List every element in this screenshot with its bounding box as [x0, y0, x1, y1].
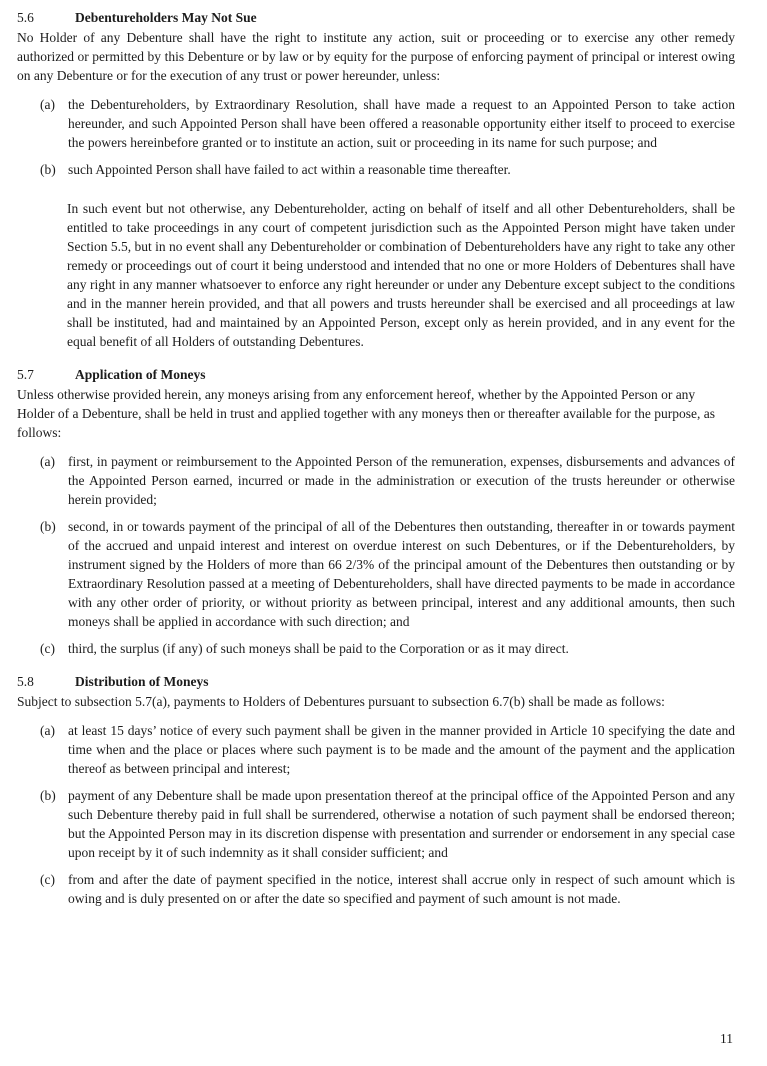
section-intro-paragraph: Unless otherwise provided herein, any moneys arising from any enforcement hereof, whether by the Appointed Person or any Holder of a Debenture, shall be held in trust and applied together with any moneys then or thereafter available for the purpose, as follows: [17, 387, 716, 440]
closing-paragraph: In such event but not otherwise, any Debentureholder, acting on behalf of itself and all other Debentureholders, shall be entitled to take proceedings in any court of competent jurisdiction such as the Appointed Person might have taken under Section 5.5, but in no event shall any Debentureholder or combination of Debentureholders have any right to take any other remedy or proceedings out of court it being understood and intended that no one or more Holders of Debentures shall have any right in any manner whatsoever to enforce any right hereunder or under any Debenture except subject to the conditions and in the manner herein provided, and that all powers and trusts hereunder shall be exercised and all proceedings at law shall be instituted, had and maintained by an Appointed Person, except only as herein provided, and in any event for the equal benefit of all Holders of outstanding Debentures. [67, 201, 735, 349]
item-text: third, the surplus (if any) of such moneys shall be paid to the Corporation or as it may direct. [68, 641, 569, 656]
item-text: at least 15 days’ notice of every such payment shall be given in the manner provided in Article 10 specifying the date and time when and the place or places where such payment is to be made and the amount of the payment and the application thereof as between principal and interest; [68, 723, 735, 776]
item-label: (c) [40, 641, 55, 656]
item-text: payment of any Debenture shall be made upon presentation thereof at the principal office of the Appointed Person and any such Debenture thereby paid in full shall be surrendered, otherwise a notation of such payment shall be endorsed thereon; but the Appointed Person may in its discretion dispense with presentation and surrender or endorsement in any special case upon receipt by it of such indemnity as it shall consider sufficient; and [68, 788, 735, 860]
item-label: (a) [40, 97, 55, 112]
item-label: (a) [40, 723, 55, 738]
section-5-8 [17, 672, 735, 908]
list-item [17, 95, 735, 152]
list-item [17, 452, 735, 509]
list-item [17, 517, 735, 631]
section-5-7 [17, 365, 735, 658]
section-number: 5.8 [17, 674, 34, 689]
list-item [17, 721, 735, 778]
item-text: first, in payment or reimbursement to the Appointed Person of the remuneration, expenses, disbursements and advances of the Appointed Person earned, incurred or made in the administration or execution of the trusts hereunder or otherwise herein provided; [68, 454, 735, 507]
list-item [17, 639, 735, 658]
item-label: (a) [40, 454, 55, 469]
section-5-6 [17, 8, 735, 351]
item-label: (c) [40, 872, 55, 887]
item-text: from and after the date of payment specified in the notice, interest shall accrue only in respect of such amount which is owing and is duly presented on or after the date so specified and payment of such amount is not made. [68, 872, 735, 906]
item-label: (b) [40, 788, 56, 803]
item-text: second, in or towards payment of the principal of all of the Debentures then outstanding, thereafter in or towards payment of the accrued and unpaid interest and interest on overdue interest on such Debentures, or if the Debentureholders, by instrument signed by the Holders of more than 66 2/3% of the principal amount of the Debentures then outstanding or by Extraordinary Resolution passed at a meeting of Debentureholders, shall have directed payments to be made in accordance with any other order of priority, or without priority as between principal, interest and any additional amounts, then such moneys shall be applied in accordance with such direction; and [68, 519, 735, 629]
section-heading [17, 672, 735, 691]
item-label: (b) [40, 519, 56, 534]
section-intro-paragraph: Subject to subsection 5.7(a), payments to Holders of Debentures pursuant to subsection 6.7(b) shall be made as follows: [17, 694, 665, 709]
list-item [17, 870, 735, 908]
section-number: 5.7 [17, 367, 34, 382]
section-intro-paragraph: No Holder of any Debenture shall have the right to institute any action, suit or proceeding or to exercise any other remedy authorized or permitted by this Debenture or by law or by equity for the purpose of enforcing payment of principal or interest owing on any Debenture or for the execution of any trust or power hereunder, unless: [17, 30, 735, 83]
section-title: Application of Moneys [75, 367, 206, 382]
item-text: the Debentureholders, by Extraordinary Resolution, shall have made a request to an Appointed Person to take action hereunder, and such Appointed Person shall have been offered a reasonable opportunity either itself to proceed to exercise the powers hereinbefore granted or to institute an action, suit or proceeding in its name for such purpose; and [68, 97, 735, 150]
section-heading [17, 8, 735, 27]
section-number: 5.6 [17, 10, 34, 25]
section-title: Debentureholders May Not Sue [75, 10, 257, 25]
section-title: Distribution of Moneys [75, 674, 209, 689]
page-number: 11 [720, 1031, 733, 1046]
section-heading [17, 365, 735, 384]
item-text: such Appointed Person shall have failed to act within a reasonable time thereafter. [68, 162, 511, 177]
item-label: (b) [40, 162, 56, 177]
list-item [17, 786, 735, 862]
list-item [17, 160, 735, 179]
